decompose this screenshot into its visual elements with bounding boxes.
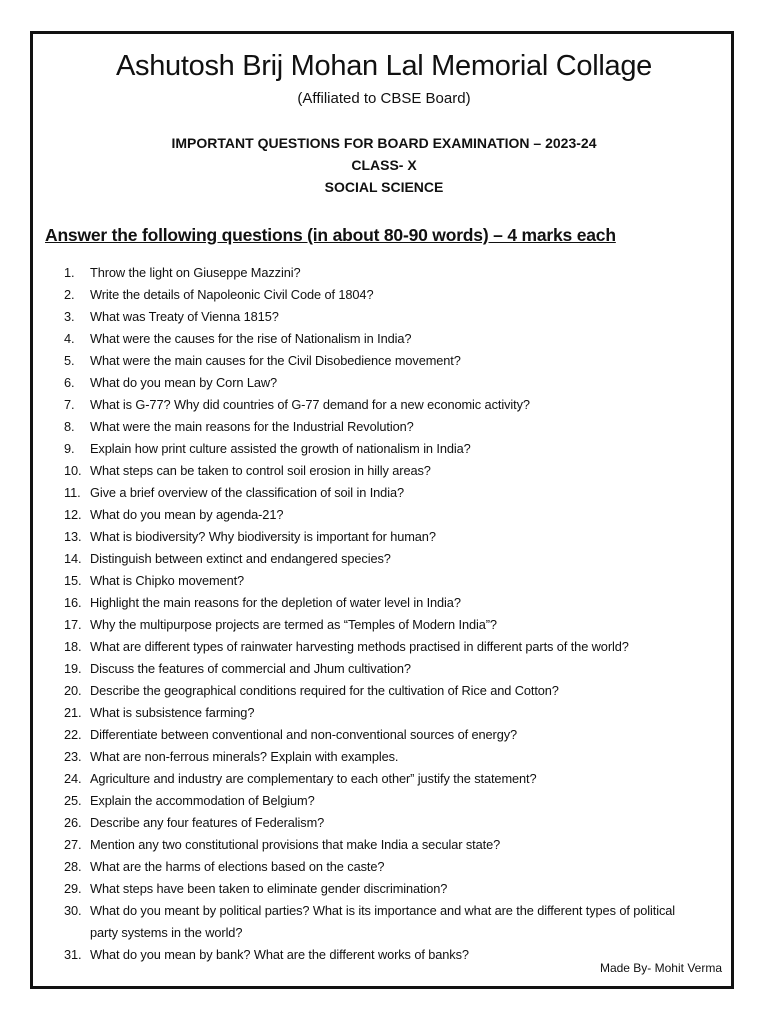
question-list [64, 262, 704, 966]
question-text: What do you mean by bank? What are the different works of banks? [90, 947, 469, 962]
question-text: Why the multipurpose projects are termed as “Temples of Modern India”? [90, 617, 497, 632]
question-item [64, 350, 704, 372]
question-item [64, 460, 704, 482]
question-text: Distinguish between extinct and endangered species? [90, 551, 391, 566]
question-number: 14. [64, 551, 82, 566]
question-item [64, 614, 704, 636]
question-text: What was Treaty of Vienna 1815? [90, 309, 279, 324]
question-text: Write the details of Napoleonic Civil Code of 1804? [90, 287, 374, 302]
subject-label: SOCIAL SCIENCE [324, 179, 444, 195]
question-number: 4. [64, 331, 75, 346]
question-number: 20. [64, 683, 82, 698]
question-item [64, 658, 704, 680]
question-item [64, 900, 704, 944]
question-number: 15. [64, 573, 82, 588]
question-text: What are non-ferrous minerals? Explain with examples. [90, 749, 399, 764]
question-text: What were the main reasons for the Industrial Revolution? [90, 419, 414, 434]
question-item [64, 856, 704, 878]
question-number: 24. [64, 771, 82, 786]
question-item [64, 482, 704, 504]
question-text: Differentiate between conventional and non-conventional sources of energy? [90, 727, 518, 742]
instruction-heading: Answer the following questions (in about 80-90 words) – 4 marks each [45, 225, 616, 245]
question-text: Explain how print culture assisted the growth of nationalism in India? [90, 441, 471, 456]
question-text: What do you meant by political parties? What is its importance and what are the different types of political party systems in the world? [90, 903, 676, 940]
question-number: 28. [64, 859, 82, 874]
question-number: 27. [64, 837, 82, 852]
question-item [64, 438, 704, 460]
question-number: 7. [64, 397, 75, 412]
question-item [64, 680, 704, 702]
question-number: 16. [64, 595, 82, 610]
question-item [64, 328, 704, 350]
question-text: What steps can be taken to control soil erosion in hilly areas? [90, 463, 431, 478]
college-name: Ashutosh Brij Mohan Lal Memorial Collage [115, 50, 653, 82]
author-credit: Made By- Mohit Verma [599, 961, 722, 975]
question-text: What is subsistence farming? [90, 705, 255, 720]
question-number: 18. [64, 639, 82, 654]
question-text: What are different types of rainwater harvesting methods practised in different parts of the world? [90, 639, 629, 654]
question-item [64, 504, 704, 526]
question-text: What are the harms of elections based on the caste? [90, 859, 385, 874]
question-item [64, 262, 704, 284]
question-item [64, 746, 704, 768]
question-item [64, 592, 704, 614]
question-text: Highlight the main reasons for the depletion of water level in India? [90, 595, 461, 610]
question-number: 19. [64, 661, 82, 676]
affiliation: (Affiliated to CBSE Board) [297, 90, 471, 107]
question-text: What is biodiversity? Why biodiversity is important for human? [90, 529, 436, 544]
question-item [64, 570, 704, 592]
class-label: CLASS- X [351, 157, 417, 173]
question-number: 21. [64, 705, 82, 720]
question-text: What were the causes for the rise of Nationalism in India? [90, 331, 412, 346]
question-number: 22. [64, 727, 82, 742]
question-text: Explain the accommodation of Belgium? [90, 793, 315, 808]
question-number: 5. [64, 353, 75, 368]
question-number: 31. [64, 947, 82, 962]
question-number: 25. [64, 793, 82, 808]
question-number: 17. [64, 617, 82, 632]
question-item [64, 768, 704, 790]
question-number: 12. [64, 507, 82, 522]
question-number: 23. [64, 749, 82, 764]
question-text: Describe the geographical conditions required for the cultivation of Rice and Cotton? [90, 683, 559, 698]
question-item [64, 394, 704, 416]
question-item [64, 526, 704, 548]
question-item [64, 702, 704, 724]
question-text: What is G-77? Why did countries of G-77 demand for a new economic activity? [90, 397, 530, 412]
question-item [64, 834, 704, 856]
question-item [64, 548, 704, 570]
question-number: 6. [64, 375, 75, 390]
question-item [64, 306, 704, 328]
question-number: 26. [64, 815, 82, 830]
question-item [64, 416, 704, 438]
question-number: 9. [64, 441, 75, 456]
question-number: 8. [64, 419, 75, 434]
exam-title: IMPORTANT QUESTIONS FOR BOARD EXAMINATION – 2023-24 [171, 135, 597, 151]
question-text: Mention any two constitutional provisions that make India a secular state? [90, 837, 501, 852]
question-item [64, 372, 704, 394]
question-number: 1. [64, 265, 75, 280]
question-number: 30. [64, 903, 82, 918]
question-text: What do you mean by agenda-21? [90, 507, 284, 522]
question-number: 29. [64, 881, 82, 896]
question-text: What do you mean by Corn Law? [90, 375, 278, 390]
question-text: Throw the light on Giuseppe Mazzini? [90, 265, 301, 280]
question-text: Agriculture and industry are complementary to each other” justify the statement? [90, 771, 537, 786]
question-item [64, 790, 704, 812]
question-text: Describe any four features of Federalism? [90, 815, 325, 830]
question-item [64, 724, 704, 746]
question-number: 11. [64, 485, 81, 500]
question-number: 10. [64, 463, 82, 478]
question-number: 3. [64, 309, 75, 324]
question-text: Discuss the features of commercial and Jhum cultivation? [90, 661, 411, 676]
question-number: 2. [64, 287, 75, 302]
question-text: What is Chipko movement? [90, 573, 245, 588]
question-text: What were the main causes for the Civil Disobedience movement? [90, 353, 461, 368]
question-item [64, 812, 704, 834]
question-text: What steps have been taken to eliminate gender discrimination? [90, 881, 448, 896]
question-item [64, 284, 704, 306]
question-text: Give a brief overview of the classification of soil in India? [90, 485, 404, 500]
question-item [64, 636, 704, 658]
question-item [64, 878, 704, 900]
question-number: 13. [64, 529, 82, 544]
